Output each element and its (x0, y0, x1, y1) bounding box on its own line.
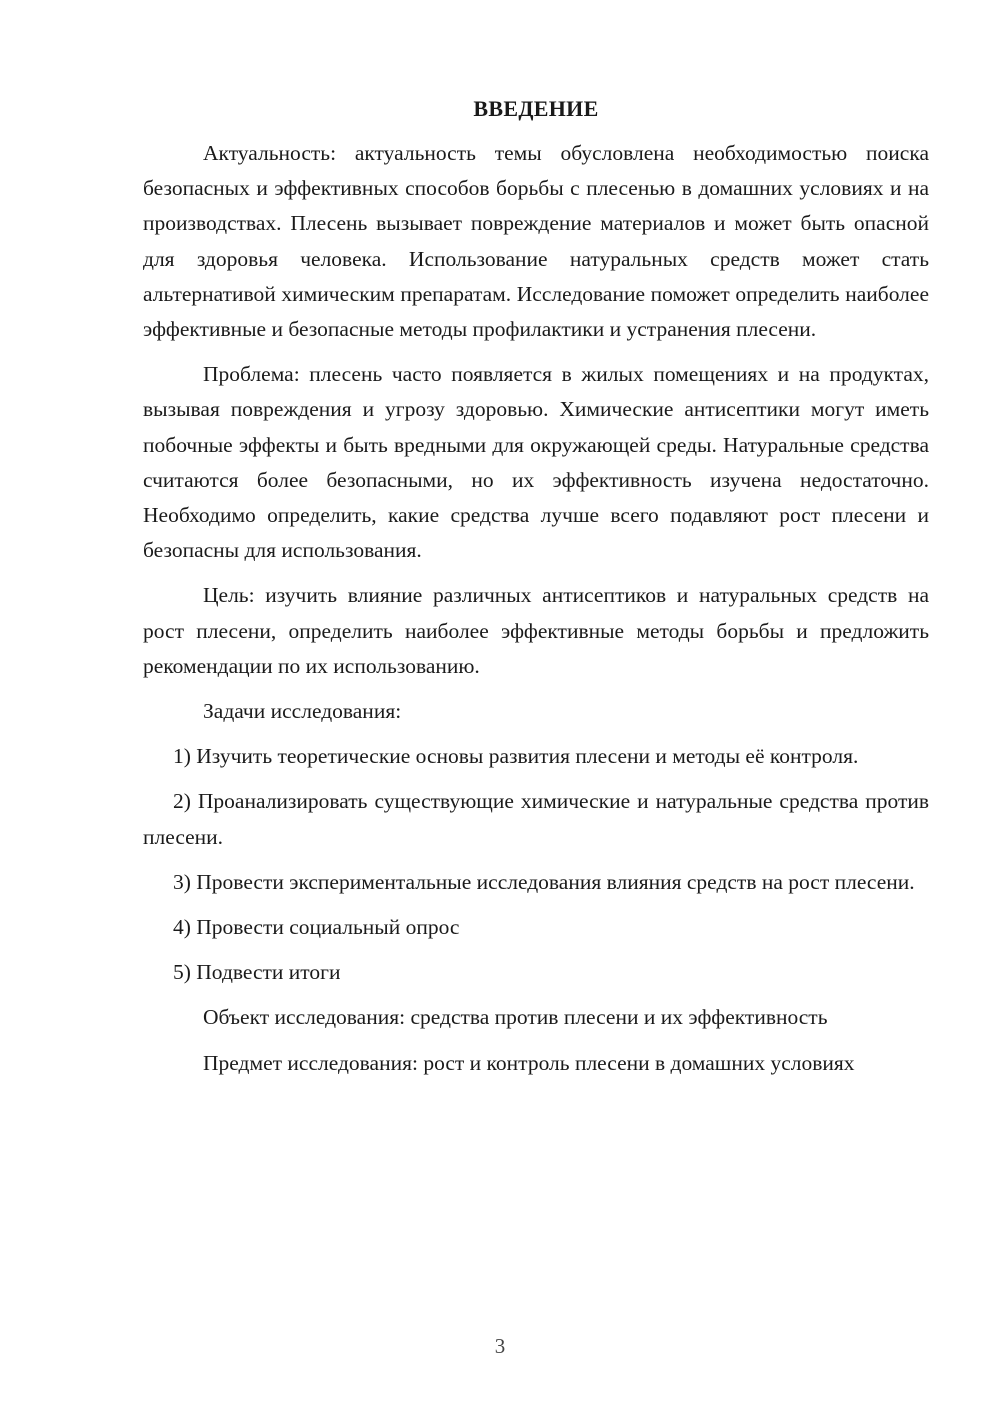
task-item-5: 5) Подвести итоги (173, 960, 341, 985)
relevance-paragraph: Актуальность: актуальность темы обусловлена необходимостью поиска безопасных и эффективных способов борьбы с плесенью в домашних условиях и на производствах. Плесень вызывает повреждение материалов и может быть опасной для здоровья человека. Использование натуральных средств может стать альтернативой химическим препаратам. Исследование поможет определить наиболее эффективные и безопасные методы профилактики и устранения плесени. (143, 141, 929, 342)
task-item-2: 2) Проанализировать существующие химические и натуральные средства против плесени. (143, 789, 929, 849)
task-item-1: 1) Изучить теоретические основы развития плесени и методы её контроля. (173, 744, 859, 769)
page-number: 3 (494, 1334, 506, 1358)
research-subject: Предмет исследования: рост и контроль плесени в домашних условиях (203, 1050, 855, 1075)
section-heading: ВВЕДЕНИЕ (473, 96, 599, 121)
task-item-4: 4) Провести социальный опрос (173, 915, 460, 940)
problem-paragraph: Проблема: плесень часто появляется в жилых помещениях и на продуктах, вызывая повреждения и угрозу здоровью. Химические антисептики могут иметь побочные эффекты и быть вредными для окружающей среды. Натуральные средства считаются более безопасными, но их эффективность изучена недостаточно. Необходимо определить, какие средства лучше всего подавляют рост плесени и безопасны для использования. (143, 362, 929, 563)
goal-paragraph: Цель: изучить влияние различных антисептиков и натуральных средств на рост плесени, определить наиболее эффективные методы борьбы и предложить рекомендации по их использованию. (143, 583, 929, 678)
task-item-3: 3) Провести экспериментальные исследования влияния средств на рост плесени. (173, 869, 915, 894)
page-content (143, 94, 929, 1081)
tasks-heading: Задачи исследования: (203, 699, 402, 724)
research-object: Объект исследования: средства против плесени и их эффективность (203, 1005, 828, 1030)
